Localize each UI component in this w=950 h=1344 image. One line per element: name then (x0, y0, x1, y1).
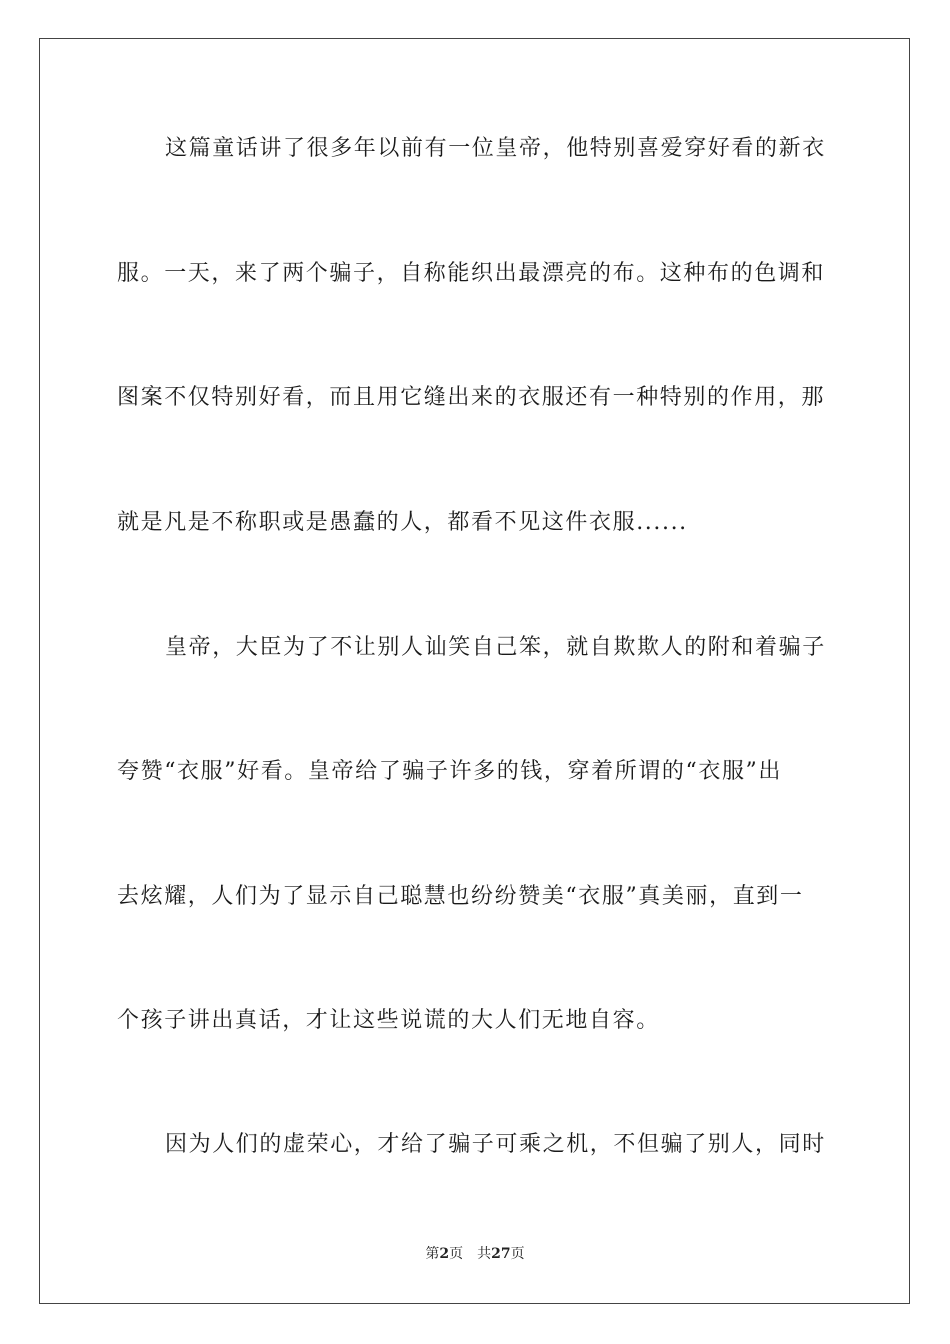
paragraph-2-line-3: 去炫耀，人们为了显示自己聪慧也纷纷赞美“衣服”真美丽，直到一 (117, 884, 804, 909)
page-border (39, 38, 910, 1304)
footer-page-prefix: 第 (425, 1246, 440, 1262)
paragraph-1-line-3: 图案不仅特别好看，而且用它缝出来的衣服还有一种特别的作用，那 (117, 385, 826, 410)
paragraph-1-line-4: 就是凡是不称职或是愚蠢的人，都看不见这件衣服...... (117, 510, 688, 535)
paragraph-1-line-1: 这篇童话讲了很多年以前有一位皇帝，他特别喜爱穿好看的新衣 (165, 136, 826, 161)
footer-page-suffix: 页 (449, 1246, 464, 1262)
footer-total-number: 27 (491, 1246, 511, 1262)
paragraph-2-line-1: 皇帝，大臣为了不让别人讪笑自己笨，就自欺欺人的附和着骗子 (165, 635, 826, 660)
paragraph-2-line-2: 夸赞“衣服”好看。皇帝给了骗子许多的钱，穿着所谓的“衣服”出 (117, 759, 782, 784)
footer-total-prefix: 共 (477, 1246, 492, 1262)
paragraph-3-line-1: 因为人们的虚荣心，才给了骗子可乘之机，不但骗了别人，同时 (165, 1132, 826, 1157)
footer-page-number: 2 (439, 1246, 450, 1262)
footer-total-suffix: 页 (510, 1246, 525, 1262)
paragraph-1-line-2: 服。一天，来了两个骗子，自称能织出最漂亮的布。这种布的色调和 (117, 261, 826, 286)
paragraph-2-line-4: 个孩子讲出真话，才让这些说谎的大人们无地自容。 (117, 1008, 660, 1033)
page-footer (0, 1244, 950, 1264)
